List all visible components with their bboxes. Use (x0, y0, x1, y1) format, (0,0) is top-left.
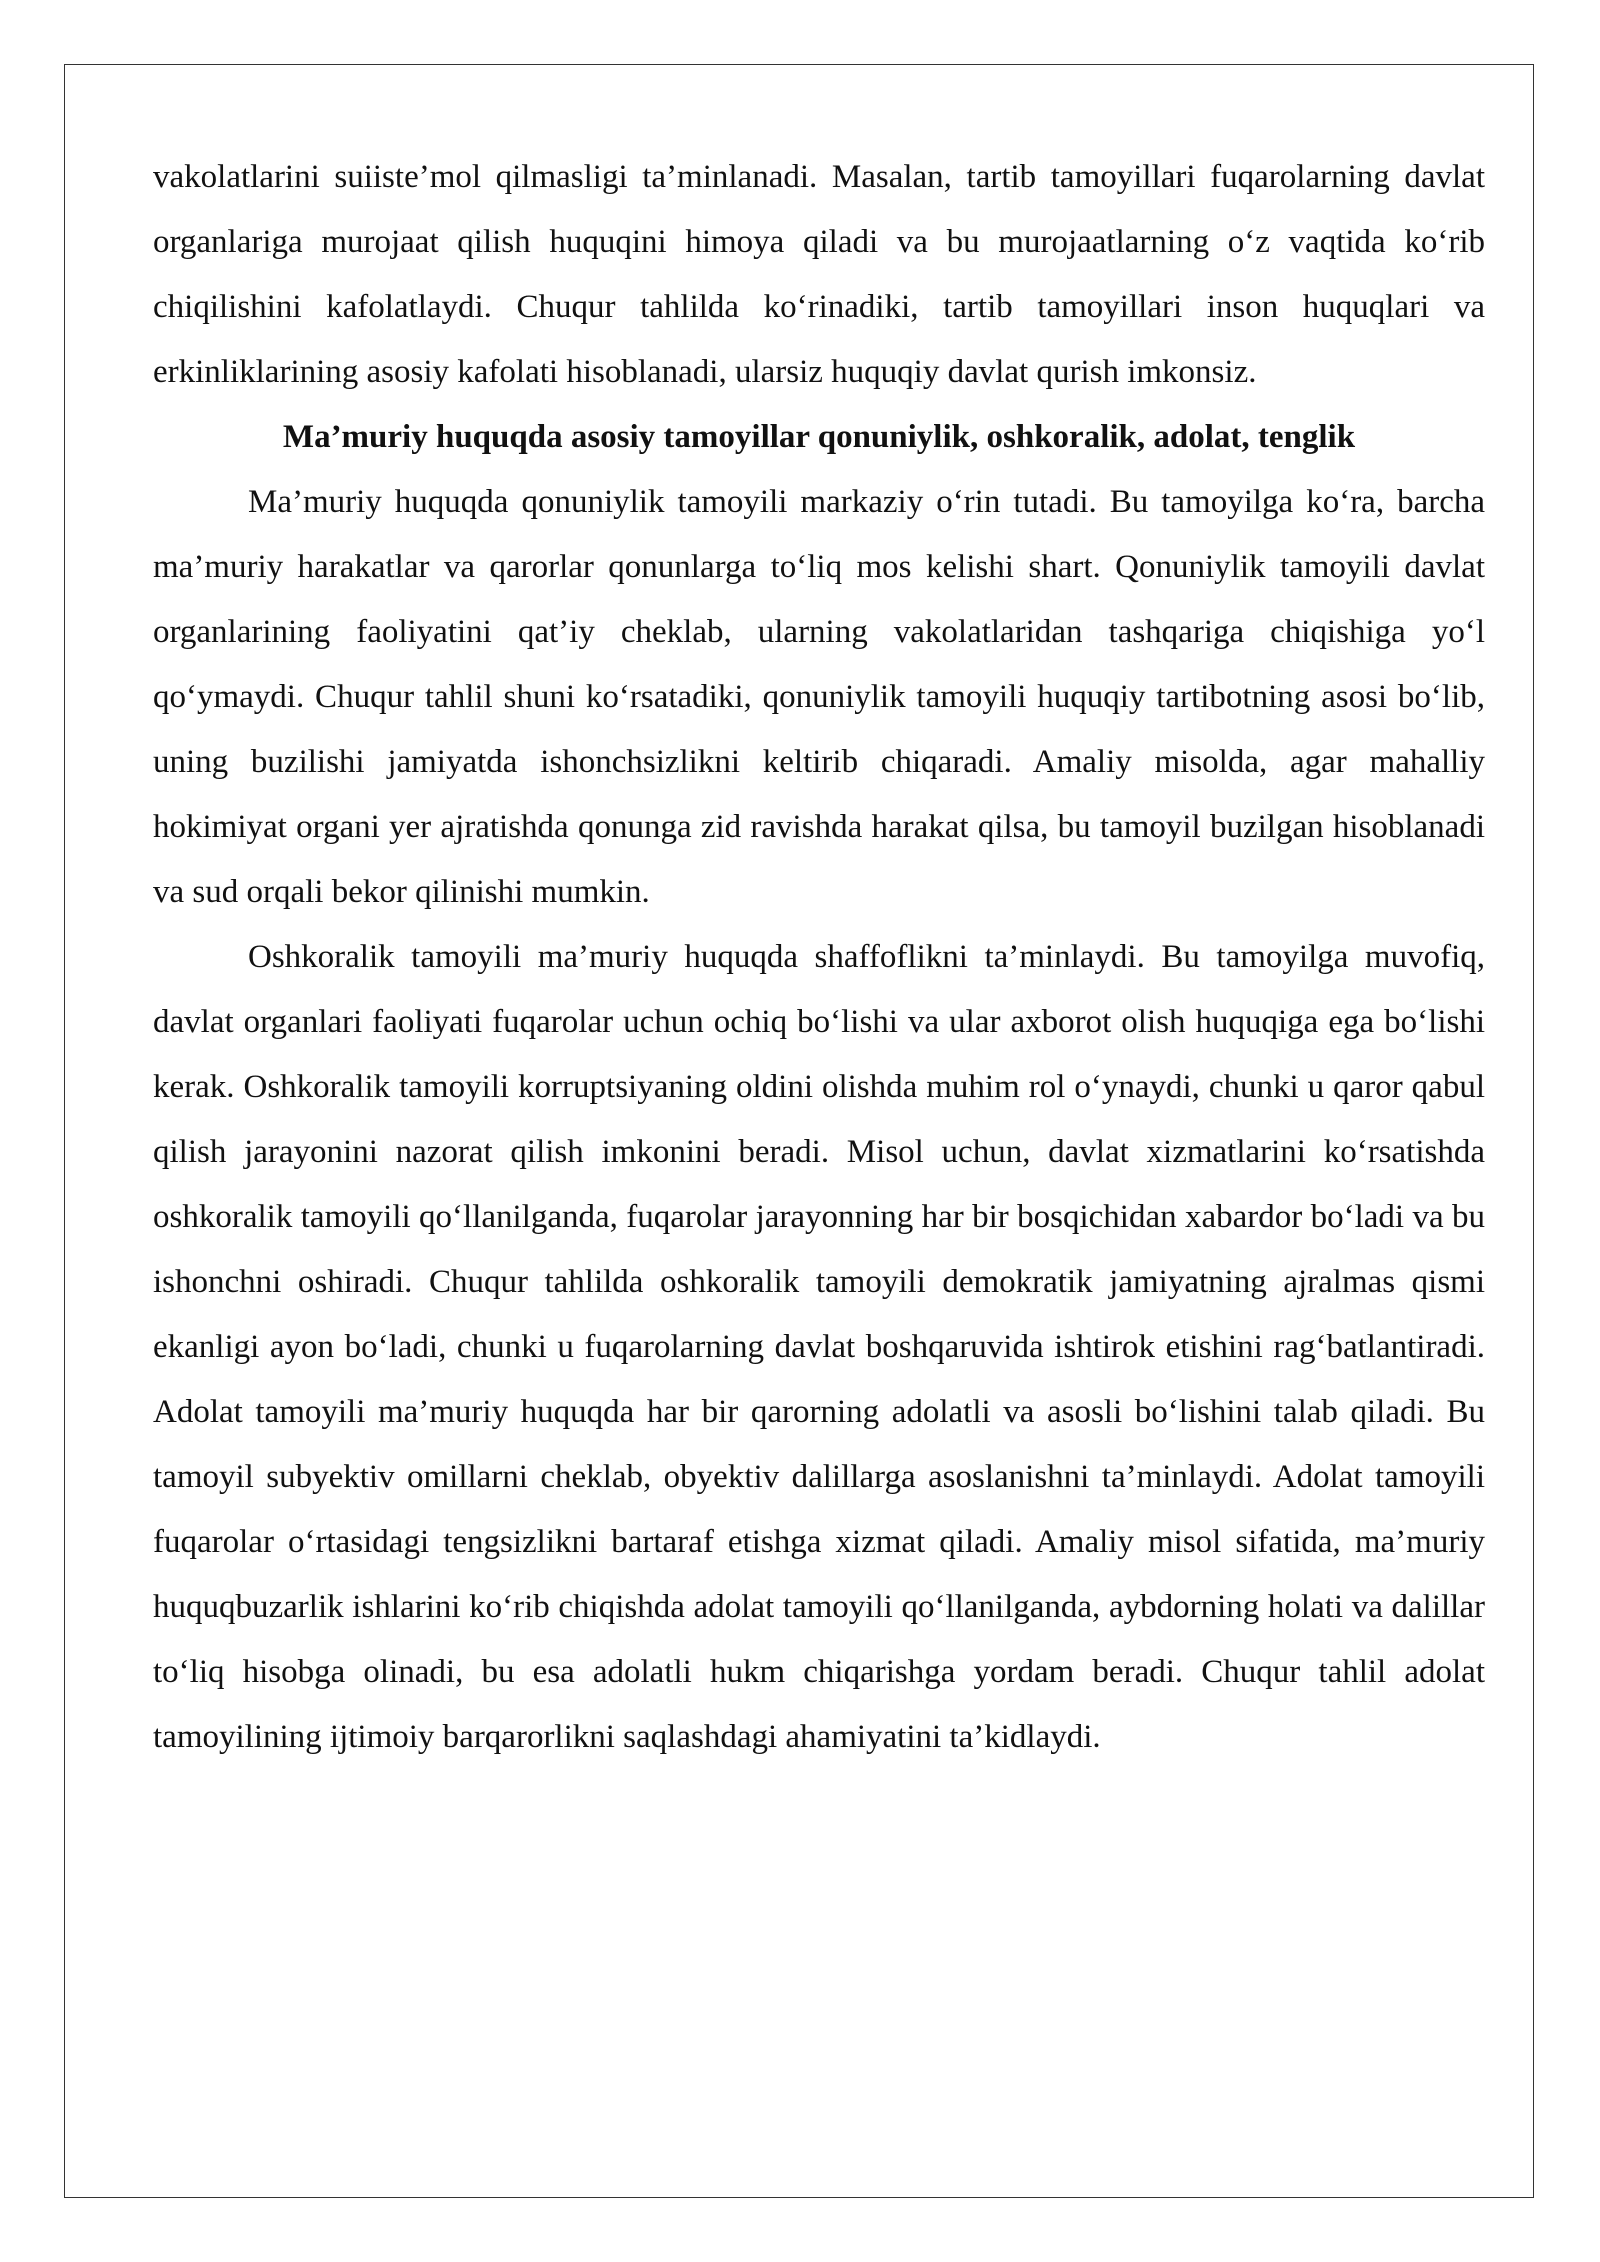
paragraph-transparency-justice: Oshkoralik tamoyili ma’muriy huquqda shaffoflikni ta’minlaydi. Bu tamoyilga muvofiq, davlat organlari faoliyati fuqarolar uchun ochiq bo‘lishi va ular axborot olish huquqiga ega bo‘lishi kerak. Oshkoralik tamoyili korruptsiyaning oldini olishda muhim rol o‘ynaydi, chunki u qaror qabul qilish jarayonini nazorat qilish imkonini beradi. Misol uchun, davlat xizmatlarini ko‘rsatishda oshkoralik tamoyili qo‘llanilganda, fuqarolar jarayonning har bir bosqichidan xabardor bo‘ladi va bu ishonchni oshiradi. Chuqur tahlilda oshkoralik tamoyili demokratik jamiyatning ajralmas qismi ekanligi ayon bo‘ladi, chunki u fuqarolarning davlat boshqaruvida ishtirok etishini rag‘batlantiradi. Adolat tamoyili ma’muriy huquqda har bir qarorning adolatli va asosli bo‘lishini talab qiladi. Bu tamoyil subyektiv omillarni cheklab, obyektiv dalillarga asoslanishni ta’minlaydi. Adolat tamoyili fuqarolar o‘rtasidagi tengsizlikni bartaraf etishga xizmat qiladi. Amaliy misol sifatida, ma’muriy huquqbuzarlik ishlarini ko‘rib chiqishda adolat tamoyili qo‘llanilganda, aybdorning holati va dalillar to‘liq hisobga olinadi, bu esa adolatli hukm chiqarishga yordam beradi. Chuqur tahlil adolat tamoyilining ijtimoiy barqarorlikni saqlashdagi ahamiyatini ta’kidlaydi. (153, 939, 1485, 1755)
document-page (153, 145, 1485, 1770)
section-heading: Ma’muriy huquqda asosiy tamoyillar qonuniylik, oshkoralik, adolat, tenglik (282, 419, 1356, 455)
paragraph-continuation: vakolatlarini suiiste’mol qilmasligi ta’minlanadi. Masalan, tartib tamoyillari fuqarolarning davlat organlariga murojaat qilish huquqini himoya qiladi va bu murojaatlarning o‘z vaqtida ko‘rib chiqilishini kafolatlaydi. Chuqur tahlilda ko‘rinadiki, tartib tamoyillari inson huquqlari va erkinliklarining asosiy kafolati hisoblanadi, ularsiz huquqiy davlat qurish imkonsiz. (153, 159, 1485, 390)
paragraph-legality: Ma’muriy huquqda qonuniylik tamoyili markaziy o‘rin tutadi. Bu tamoyilga ko‘ra, barcha ma’muriy harakatlar va qarorlar qonunlarga to‘liq mos kelishi shart. Qonuniylik tamoyili davlat organlarining faoliyatini qat’iy cheklab, ularning vakolatlaridan tashqariga chiqishiga yo‘l qo‘ymaydi. Chuqur tahlil shuni ko‘rsatadiki, qonuniylik tamoyili huquqiy tartibotning asosi bo‘lib, uning buzilishi jamiyatda ishonchsizlikni keltirib chiqaradi. Amaliy misolda, agar mahalliy hokimiyat organi yer ajratishda qonunga zid ravishda harakat qilsa, bu tamoyil buzilgan hisoblanadi va sud orqali bekor qilinishi mumkin. (153, 484, 1485, 910)
